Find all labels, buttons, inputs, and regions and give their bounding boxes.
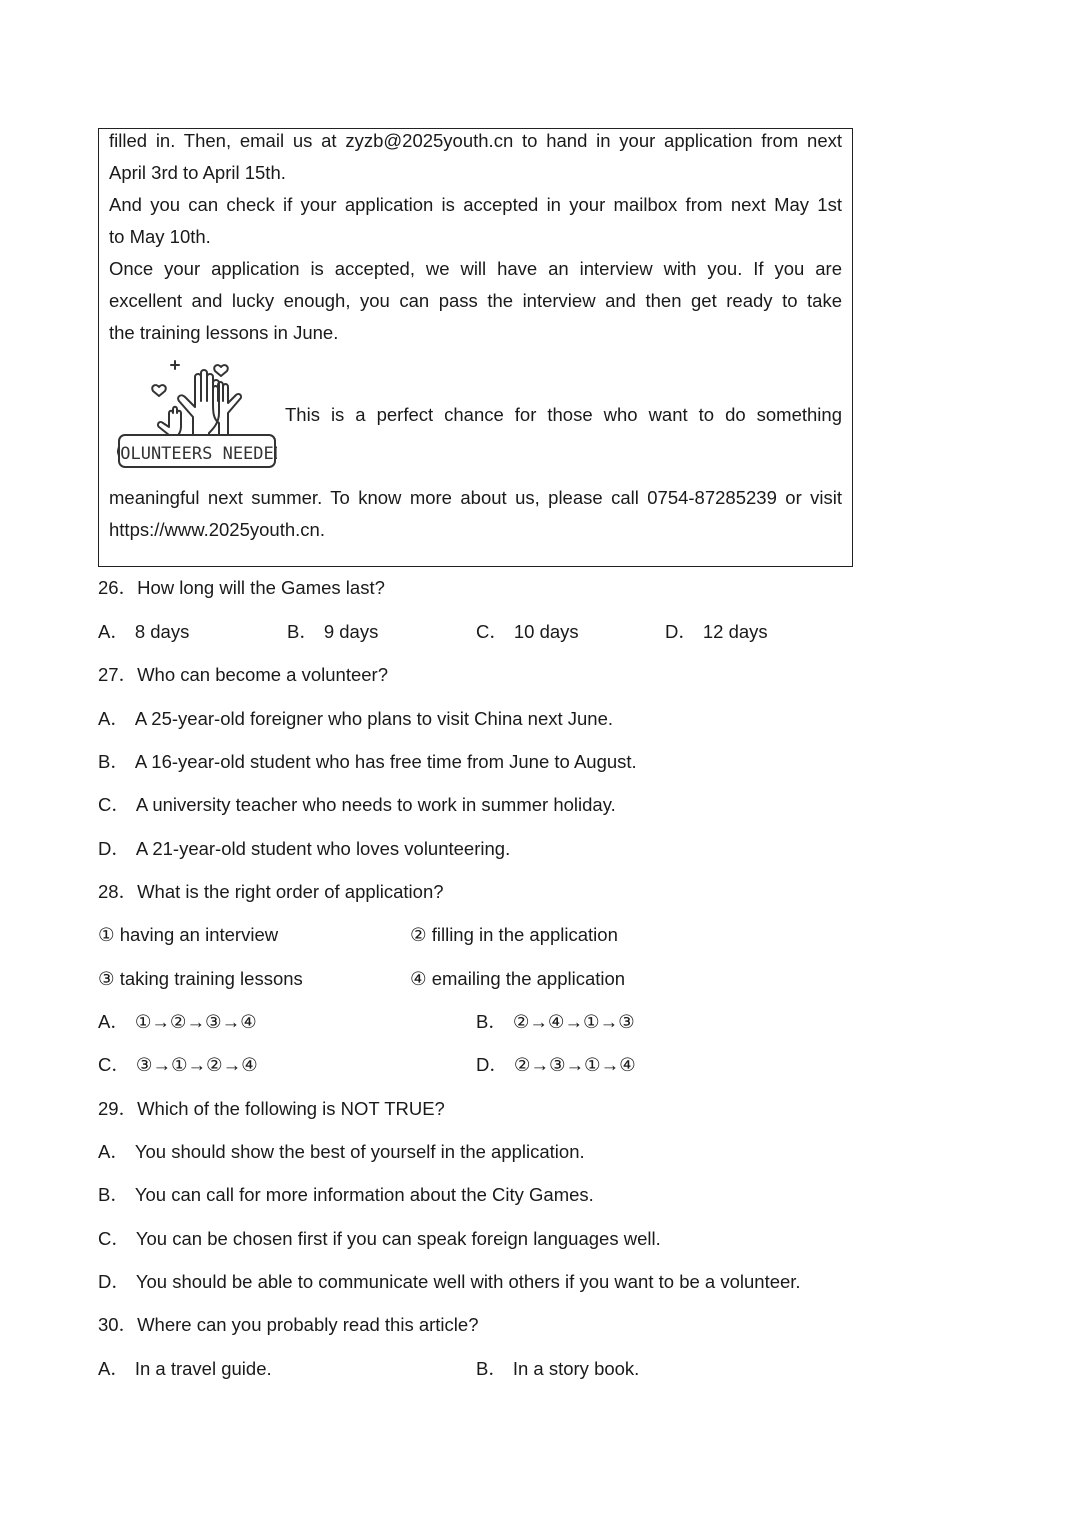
option-text: A university teacher who needs to work in summer holiday. xyxy=(135,794,616,815)
option-28-d[interactable] xyxy=(476,1053,636,1077)
option-text: You can be chosen first if you can speak foreign languages well. xyxy=(135,1228,661,1249)
option-text: 10 days xyxy=(513,621,579,642)
question-27 xyxy=(98,663,388,687)
option-label: B． xyxy=(476,1358,507,1379)
question-26 xyxy=(98,576,385,600)
option-29-d[interactable] xyxy=(98,1270,801,1294)
passage-line: to May 10th. xyxy=(109,226,211,247)
option-27-c[interactable] xyxy=(98,793,616,817)
option-label: A． xyxy=(98,1358,129,1379)
passage-line: This is a perfect chance for those who want to do something xyxy=(285,404,842,425)
option-29-b[interactable] xyxy=(98,1183,594,1207)
question-number: 27． xyxy=(98,664,138,685)
option-30-b[interactable] xyxy=(476,1357,639,1381)
option-text: ②→④→①→③ xyxy=(512,1011,635,1032)
option-text: You should be able to communicate well with others if you want to be a volunteer. xyxy=(135,1271,801,1292)
passage-line: excellent and lucky enough, you can pass the interview and then get ready to take xyxy=(109,290,842,311)
question-text: How long will the Games last? xyxy=(137,577,385,598)
option-text: 9 days xyxy=(323,621,379,642)
option-label: D． xyxy=(476,1054,508,1075)
option-text: In a travel guide. xyxy=(134,1358,272,1379)
option-label: D． xyxy=(98,1271,130,1292)
passage-line: filled in. Then, email us at zyzb@2025youth.cn to hand in your application from next xyxy=(109,130,842,151)
volunteers-needed-image xyxy=(117,359,277,471)
option-28-c[interactable] xyxy=(98,1053,258,1077)
option-29-a[interactable] xyxy=(98,1140,585,1164)
option-27-a[interactable] xyxy=(98,707,613,731)
option-30-a[interactable] xyxy=(98,1357,272,1381)
volunteers-needed-hands-icon xyxy=(117,359,277,471)
option-label: A． xyxy=(98,708,129,729)
question-text: Who can become a volunteer? xyxy=(137,664,389,685)
passage-line: And you can check if your application is accepted in your mailbox from next May 1st xyxy=(109,194,842,215)
passage-line: the training lessons in June. xyxy=(109,322,339,343)
step-2: ② filling in the application xyxy=(410,924,618,945)
option-text: You should show the best of yourself in the application. xyxy=(134,1141,585,1162)
question-number: 26． xyxy=(98,577,138,598)
step-4: ④ emailing the application xyxy=(410,968,626,989)
question-text: What is the right order of application? xyxy=(137,881,444,902)
option-label: C． xyxy=(98,794,130,815)
option-label: B． xyxy=(98,751,129,772)
option-text: 8 days xyxy=(134,621,190,642)
option-label: B． xyxy=(98,1184,129,1205)
option-28-b[interactable] xyxy=(476,1010,635,1034)
option-26-b[interactable] xyxy=(287,620,378,644)
option-27-d[interactable] xyxy=(98,837,510,861)
option-text: A 25-year-old foreigner who plans to visit China next June. xyxy=(134,708,614,729)
option-29-c[interactable] xyxy=(98,1227,661,1251)
question-number: 28． xyxy=(98,881,138,902)
passage-line: April 3rd to April 15th. xyxy=(109,162,286,183)
option-text: 12 days xyxy=(702,621,768,642)
option-26-a[interactable] xyxy=(98,620,189,644)
question-number: 30． xyxy=(98,1314,138,1335)
option-label: C． xyxy=(476,621,508,642)
option-28-a[interactable] xyxy=(98,1010,257,1034)
question-30 xyxy=(98,1313,478,1337)
option-label: B． xyxy=(287,621,318,642)
svg-text:VOLUNTEERS NEEDED: VOLUNTEERS NEEDED xyxy=(117,444,277,464)
step-3: ③ taking training lessons xyxy=(98,968,303,989)
option-label: D． xyxy=(665,621,697,642)
option-26-c[interactable] xyxy=(476,620,579,644)
reading-passage-box xyxy=(98,128,853,567)
passage-line: Once your application is accepted, we will have an interview with you. If you are xyxy=(109,258,842,279)
option-27-b[interactable] xyxy=(98,750,637,774)
option-label: D． xyxy=(98,838,130,859)
option-label: A． xyxy=(98,1141,129,1162)
passage-line: meaningful next summer. To know more about us, please call 0754-87285239 or visit xyxy=(109,487,842,508)
option-text: You can call for more information about the City Games. xyxy=(134,1184,594,1205)
option-label: B． xyxy=(476,1011,507,1032)
question-28 xyxy=(98,880,444,904)
option-text: A 21-year-old student who loves volunteering. xyxy=(135,838,511,859)
option-text: ②→③→①→④ xyxy=(513,1054,636,1075)
option-label: C． xyxy=(98,1228,130,1249)
option-label: C． xyxy=(98,1054,130,1075)
option-text: ①→②→③→④ xyxy=(134,1011,257,1032)
option-label: A． xyxy=(98,621,129,642)
question-29 xyxy=(98,1097,445,1121)
step-1: ① having an interview xyxy=(98,924,279,945)
option-label: A． xyxy=(98,1011,129,1032)
option-text: In a story book. xyxy=(512,1358,640,1379)
question-number: 29． xyxy=(98,1098,138,1119)
option-text: A 16-year-old student who has free time from June to August. xyxy=(134,751,637,772)
passage-line: https://www.2025youth.cn. xyxy=(109,519,325,540)
option-text: ③→①→②→④ xyxy=(135,1054,258,1075)
question-text: Where can you probably read this article? xyxy=(137,1314,479,1335)
question-text: Which of the following is NOT TRUE? xyxy=(137,1098,445,1119)
option-26-d[interactable] xyxy=(665,620,768,644)
